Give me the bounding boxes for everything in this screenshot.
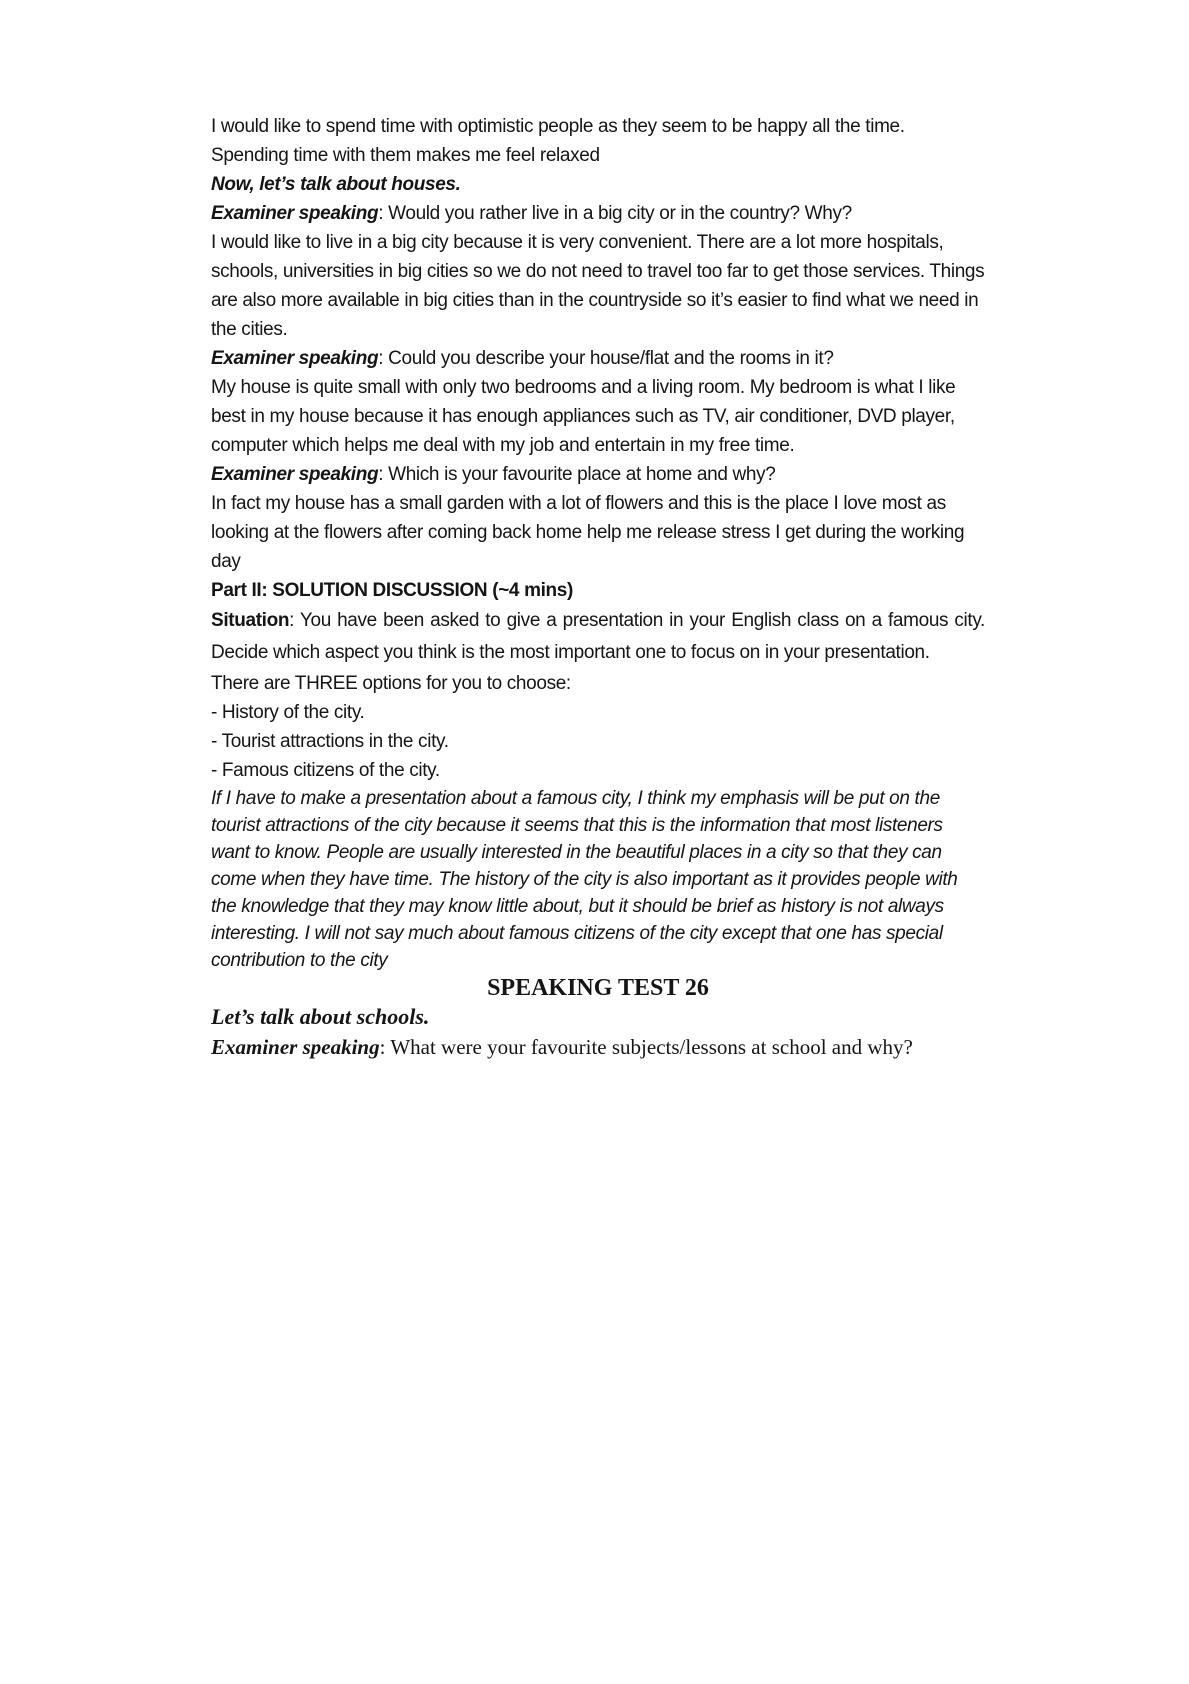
examiner-speaking-label: Examiner speaking [211, 348, 379, 369]
option-history: - History of the city. [211, 702, 365, 723]
examiner-question-city-or-country [211, 199, 985, 228]
speaking-test-26-title: SPEAKING TEST 26 [487, 975, 709, 1001]
question-text: : Which is your favourite place at home and why? [378, 464, 776, 485]
topic-heading-schools: Let’s talk about schools. [211, 1004, 430, 1029]
examiner-speaking-label: Examiner speaking [211, 203, 379, 224]
examiner-speaking-label: Examiner speaking [211, 1035, 380, 1059]
situation-paragraph [211, 605, 985, 669]
examiner-speaking-label: Examiner speaking [211, 464, 379, 485]
answer-city-or-country: I would like to live in a big city because it is very convenient. There are a lot more hospitals, schools, universities in big cities so we do not need to travel too far to get those services. Things are also more available in big cities than in the countryside so it’s easier to find what we need in the cities. [211, 232, 985, 340]
topic-heading-houses: Now, let’s talk about houses. [211, 174, 461, 195]
examiner-question-favourite-subjects [211, 1032, 985, 1062]
answer-describe-house: My house is quite small with only two bedrooms and a living room. My bedroom is what I like best in my house because it has enough appliances such as TV, air conditioner, DVD player, computer which helps me deal with my job and entertain in my free time. [211, 377, 956, 456]
answer-favourite-place: In fact my house has a small garden with a lot of flowers and this is the place I love most as looking at the flowers after coming back home help me release stress I get during the working day [211, 493, 965, 572]
intro-answer-paragraph: I would like to spend time with optimistic people as they seem to be happy all the time. Spending time with them makes me feel relaxed [211, 116, 905, 166]
question-text: : Could you describe your house/flat and the rooms in it? [378, 348, 834, 369]
situation-label: Situation [211, 610, 290, 631]
part2-heading: Part II: SOLUTION DISCUSSION (~4 mins) [211, 580, 574, 601]
speaking-test-26-section [211, 974, 985, 1062]
option-tourist-attractions: - Tourist attractions in the city. [211, 731, 449, 752]
question-text: : Would you rather live in a big city or in the country? Why? [378, 203, 852, 224]
situation-text: : You have been asked to give a presentation in your English class on a famous city. Decide which aspect you think is the most important one to focus on in your presentation. [211, 610, 985, 663]
question-text: : What were your favourite subjects/lessons at school and why? [379, 1035, 913, 1059]
examiner-question-describe-house [211, 344, 985, 373]
option-famous-citizens: - Famous citizens of the city. [211, 760, 440, 781]
sample-answer-paragraph: If I have to make a presentation about a famous city, I think my emphasis will be put on the tourist attractions of the city because it seems that this is the information that most listeners want to know. People are usually interested in the beautiful places in a city so that they can come when they have time. The history of the city is also important as it provides people with the knowledge that they may know little about, but it should be brief as history is not always interesting. I will not say much about famous citizens of the city except that one has special contribution to the city [211, 788, 958, 971]
options-intro: There are THREE options for you to choose: [211, 673, 571, 694]
examiner-question-favourite-place [211, 460, 985, 489]
